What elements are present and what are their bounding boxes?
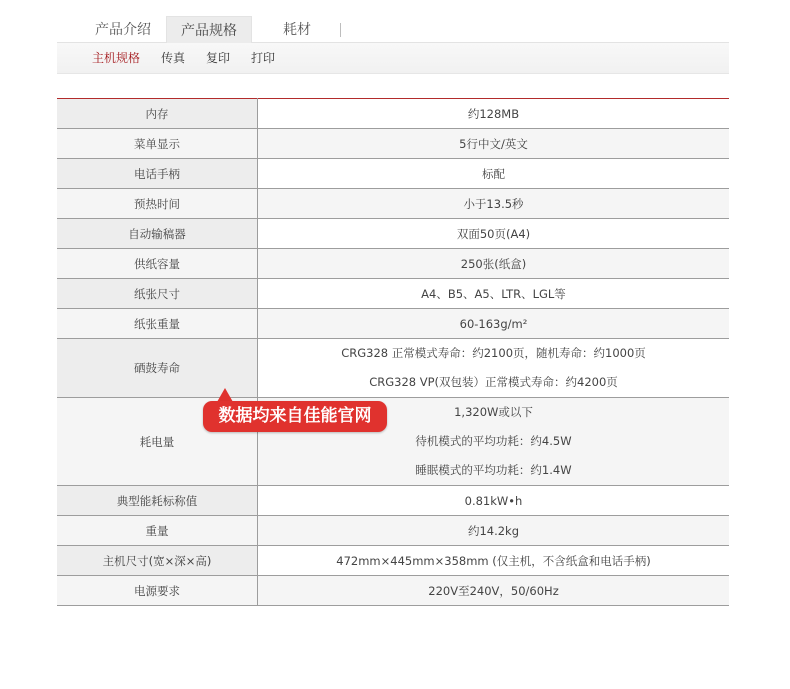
spec-key: 典型能耗标称值 xyxy=(57,486,258,516)
spec-value: 小于13.5秒 xyxy=(258,189,730,219)
spec-key: 预热时间 xyxy=(57,189,258,219)
subnav-copy[interactable]: 复印 xyxy=(206,51,231,65)
spec-value: 1,320W或以下 xyxy=(454,405,533,419)
spec-value: 约14.2kg xyxy=(258,516,730,546)
spec-key: 耗电量 xyxy=(57,398,258,486)
spec-subnav xyxy=(57,43,729,74)
spec-value: CRG328 正常模式寿命：约2100页，随机寿命：约1000页 xyxy=(341,346,646,360)
table-row xyxy=(57,486,729,516)
table-row xyxy=(57,339,729,398)
table-row xyxy=(57,219,729,249)
product-tabs xyxy=(57,16,729,43)
table-row xyxy=(57,189,729,219)
tab-consumables[interactable]: 耗材 xyxy=(283,22,311,38)
table-row xyxy=(57,249,729,279)
spec-key: 供纸容量 xyxy=(57,249,258,279)
tab-divider xyxy=(340,23,341,37)
spec-value-group xyxy=(258,339,730,398)
table-row xyxy=(57,99,729,129)
spec-value: 0.81kW•h xyxy=(258,486,730,516)
spec-key: 重量 xyxy=(57,516,258,546)
spec-key: 硒鼓寿命 xyxy=(57,339,258,398)
spec-value: 双面50页(A4) xyxy=(258,219,730,249)
spec-value: 待机模式的平均功耗：约4.5W xyxy=(415,434,572,448)
spec-value: 睡眠模式的平均功耗：约1.4W xyxy=(415,463,572,477)
subnav-main-specs[interactable]: 主机规格 xyxy=(92,51,141,65)
spec-value: 472mm×445mm×358mm (仅主机，不含纸盒和电话手柄) xyxy=(258,546,730,576)
banner-pointer xyxy=(217,388,233,402)
spec-key: 纸张重量 xyxy=(57,309,258,339)
spec-key: 菜单显示 xyxy=(57,129,258,159)
spec-value: 标配 xyxy=(258,159,730,189)
subnav-fax[interactable]: 传真 xyxy=(161,51,186,65)
spec-value: CRG328 VP(双包装）正常模式寿命：约4200页 xyxy=(369,375,618,389)
subnav-print[interactable]: 打印 xyxy=(251,51,276,65)
spec-value: 220V至240V，50/60Hz xyxy=(258,576,730,606)
spec-key: 自动输稿器 xyxy=(57,219,258,249)
table-row xyxy=(57,159,729,189)
spec-value: 60-163g/m² xyxy=(258,309,730,339)
spec-key: 电话手柄 xyxy=(57,159,258,189)
table-row xyxy=(57,398,729,486)
table-row xyxy=(57,129,729,159)
tab-product-specs[interactable]: 产品规格 xyxy=(166,16,252,43)
table-row xyxy=(57,576,729,606)
spec-value: 5行中文/英文 xyxy=(258,129,730,159)
spec-key: 纸张尺寸 xyxy=(57,279,258,309)
spec-key: 主机尺寸(宽×深×高) xyxy=(57,546,258,576)
table-row xyxy=(57,546,729,576)
tab-product-intro[interactable]: 产品介绍 xyxy=(95,22,151,38)
spec-key: 内存 xyxy=(57,99,258,129)
table-row xyxy=(57,516,729,546)
table-row xyxy=(57,309,729,339)
spec-key: 电源要求 xyxy=(57,576,258,606)
spec-value: A4、B5、A5、LTR、LGL等 xyxy=(258,279,730,309)
source-note-banner: 数据均来自佳能官网 xyxy=(203,401,387,432)
spec-table xyxy=(57,98,729,606)
spec-value: 约128MB xyxy=(258,99,730,129)
spec-value: 250张(纸盒) xyxy=(258,249,730,279)
table-row xyxy=(57,279,729,309)
